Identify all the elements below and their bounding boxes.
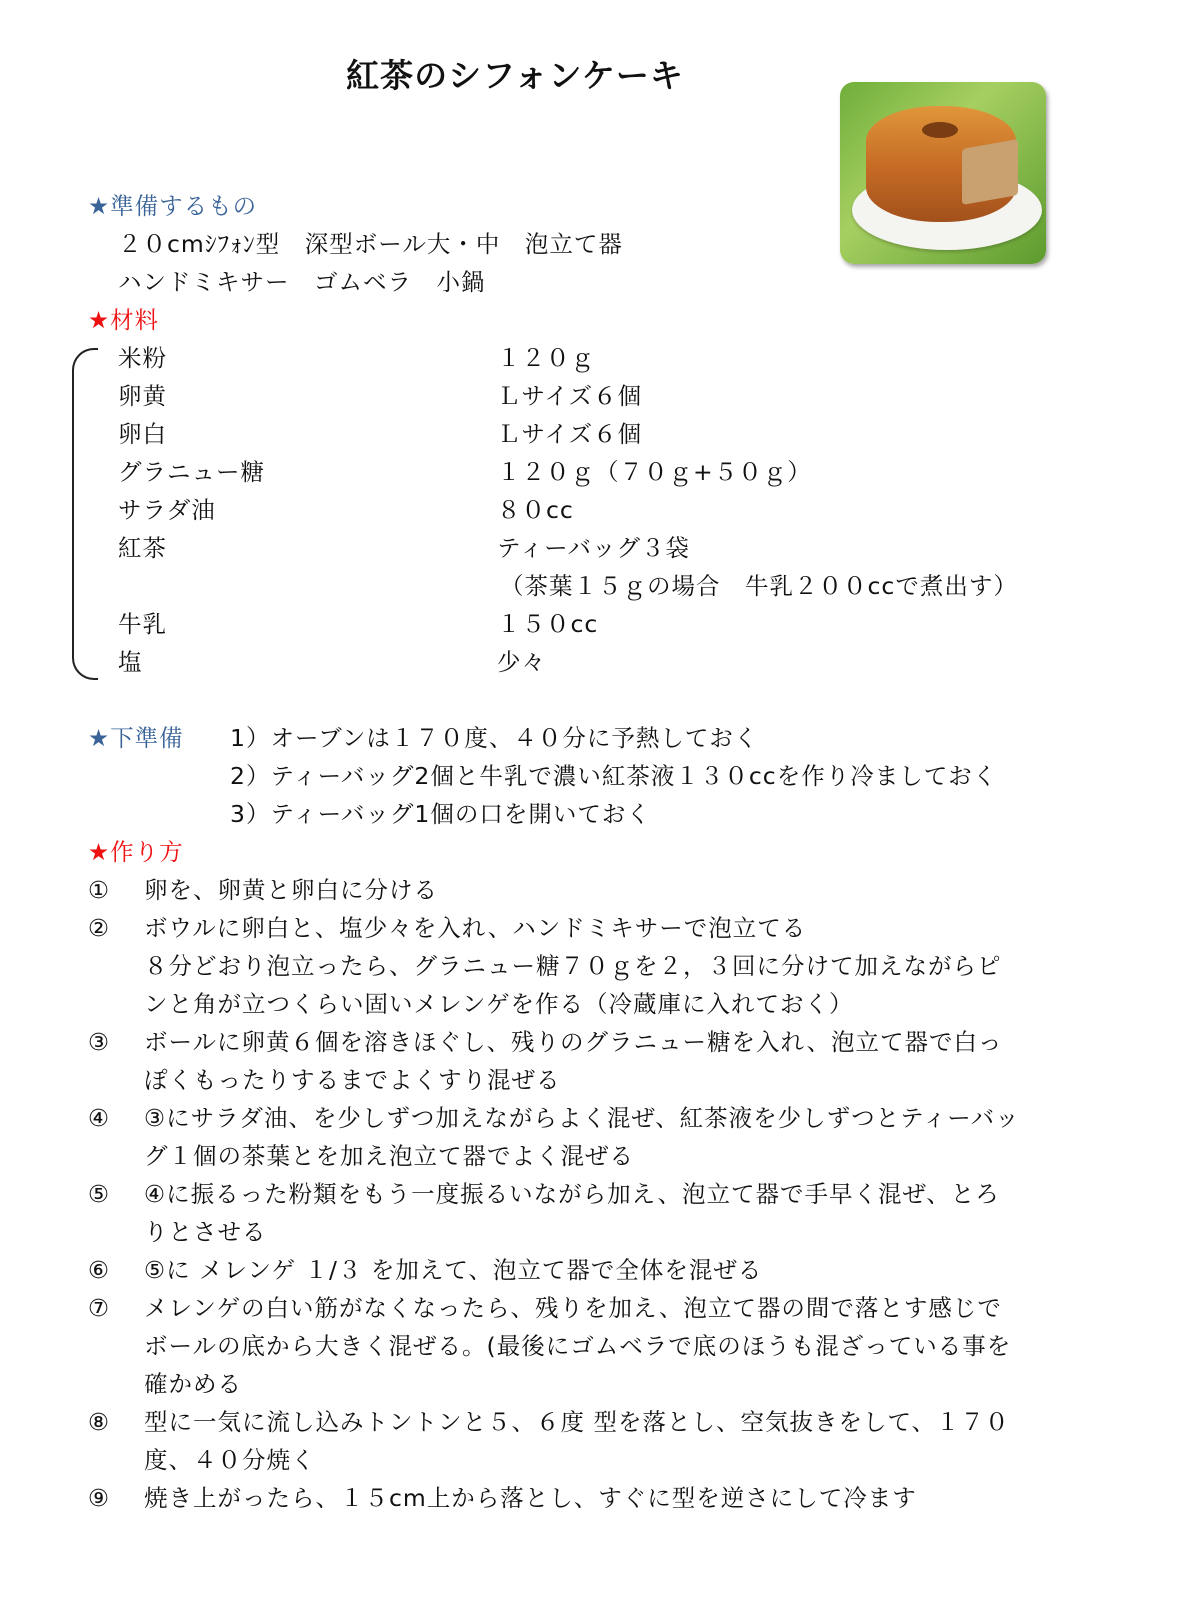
pre-prep-step: 2）ティーバッグ2個と牛乳で濃い紅茶液１３０ccを作り冷ましておく bbox=[230, 762, 998, 790]
cake-slice-image bbox=[962, 139, 1018, 205]
section-heading-pre-prep: ★下準備 bbox=[88, 724, 184, 752]
step-number: ① bbox=[88, 876, 111, 904]
step-text: ンと角が立つくらい固いメレンゲを作る（冷蔵庫に入れておく） bbox=[144, 990, 854, 1018]
step-number: ⑨ bbox=[88, 1484, 111, 1512]
step-number: ⑦ bbox=[88, 1294, 111, 1322]
cake-hole-image bbox=[922, 122, 958, 138]
step-text: メレンゲの白い筋がなくなったら、残りを加え、泡立て器の間で落とす感じで bbox=[144, 1294, 1002, 1322]
section-heading-method: ★作り方 bbox=[88, 838, 184, 866]
step-text: 卵を、卵黄と卵白に分ける bbox=[144, 876, 438, 904]
step-text: ボールの底から大きく混ぜる。(最後にゴムベラで底のほうも混ざっている事を bbox=[144, 1332, 1012, 1360]
step-text: ボウルに卵白と、塩少々を入れ、ハンドミキサーで泡立てる bbox=[144, 914, 807, 942]
ingredient-amount: １２０ｇ（７０ｇ+５０ｇ） bbox=[497, 458, 812, 486]
step-number: ⑤ bbox=[88, 1180, 111, 1208]
ingredient-name: 塩 bbox=[118, 648, 143, 676]
ingredient-name: 米粉 bbox=[118, 344, 167, 372]
step-text: ８分どおり泡立ったら、グラニュー糖７０ｇを２，３回に分けて加えながらピ bbox=[144, 952, 1002, 980]
step-text: りとさせる bbox=[144, 1218, 267, 1246]
step-text: ぽくもったりするまでよくすり混ぜる bbox=[144, 1066, 561, 1094]
ingredient-name: 牛乳 bbox=[118, 610, 167, 638]
step-text: ⑤に メレンゲ １/３ を加えて、泡立て器で全体を混ぜる bbox=[144, 1256, 763, 1284]
page-title: 紅茶のシフォンケーキ bbox=[346, 56, 684, 95]
step-number: ④ bbox=[88, 1104, 111, 1132]
chiffon-cake-photo bbox=[840, 82, 1046, 264]
tools-line: ハンドミキサー ゴムベラ 小鍋 bbox=[118, 268, 486, 296]
tools-line: ２０cmｼﾌｫﾝ型 深型ボール大・中 泡立て器 bbox=[118, 230, 623, 258]
ingredients-brace bbox=[72, 348, 98, 680]
ingredient-name: グラニュー糖 bbox=[118, 458, 265, 486]
ingredient-amount: １２０ｇ bbox=[497, 344, 595, 372]
pre-prep-step: 3）ティーバッグ1個の口を開いておく bbox=[230, 800, 651, 828]
ingredient-name: 卵黄 bbox=[118, 382, 167, 410]
section-heading-tools: ★準備するもの bbox=[88, 192, 258, 220]
step-text: 型に一気に流し込みトントンと５、６度 型を落とし、空気抜きをして、１７０ bbox=[144, 1408, 1010, 1436]
step-text: 度、４０分焼く bbox=[144, 1446, 316, 1474]
ingredient-name: 紅茶 bbox=[118, 534, 167, 562]
ingredient-name: 卵白 bbox=[118, 420, 167, 448]
step-text: ボールに卵黄６個を溶きほぐし、残りのグラニュー糖を入れ、泡立て器で白っ bbox=[144, 1028, 1003, 1056]
step-number: ⑧ bbox=[88, 1408, 111, 1436]
step-number: ③ bbox=[88, 1028, 111, 1056]
step-text: グ１個の茶葉とを加え泡立て器でよく混ぜる bbox=[144, 1142, 634, 1170]
ingredient-amount: ティーバッグ３袋 bbox=[497, 534, 690, 562]
ingredient-amount: １５０cc bbox=[497, 610, 599, 638]
step-number: ② bbox=[88, 914, 111, 942]
ingredient-amount: ８０cc bbox=[497, 496, 574, 524]
step-number: ⑥ bbox=[88, 1256, 111, 1284]
ingredient-amount: Ｌサイズ６個 bbox=[497, 420, 643, 448]
ingredient-name: サラダ油 bbox=[118, 496, 216, 524]
step-text: 焼き上がったら、１５cm上から落とし、すぐに型を逆さにして冷ます bbox=[144, 1484, 917, 1512]
step-text: ③にサラダ油、を少しずつ加えながらよく混ぜ、紅茶液を少しずつとティーバッ bbox=[144, 1104, 1020, 1132]
ingredient-amount: （茶葉１５ｇの場合 牛乳２００ccで煮出す） bbox=[500, 572, 1018, 600]
step-text: ④に振るった粉類をもう一度振るいながら加え、泡立て器で手早く混ぜ、とろ bbox=[144, 1180, 1000, 1208]
pre-prep-step: 1）オーブンは１７０度、４０分に予熱しておく bbox=[230, 724, 759, 752]
step-text: 確かめる bbox=[144, 1370, 242, 1398]
section-heading-ingredients: ★材料 bbox=[88, 306, 160, 334]
ingredient-amount: Ｌサイズ６個 bbox=[497, 382, 643, 410]
ingredient-amount: 少々 bbox=[497, 648, 546, 676]
